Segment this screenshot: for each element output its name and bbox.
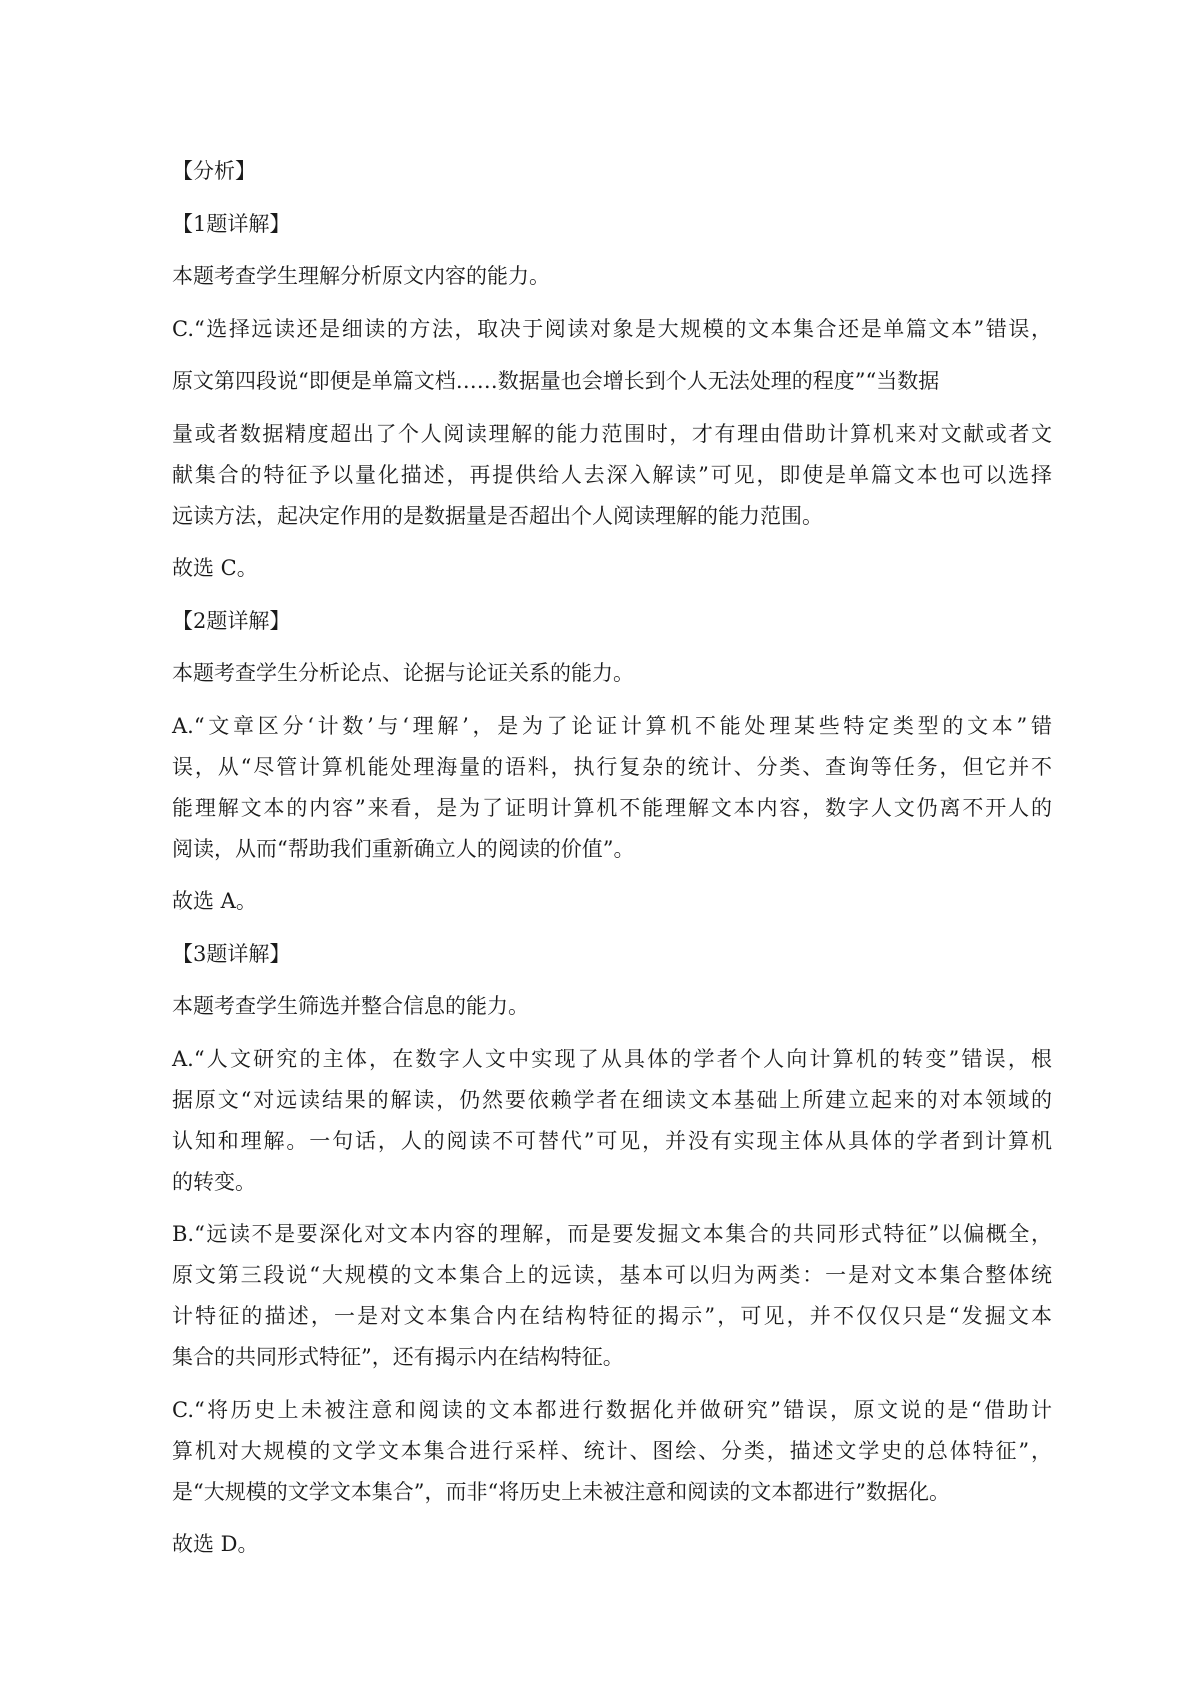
- paragraph-gap: [172, 402, 1052, 414]
- paragraph-gap: [172, 1203, 1052, 1215]
- text-line: 原文第三段说“大规模的文本集合上的远读，基本可以归为两类：一是对文本集合整体统: [172, 1263, 1052, 1287]
- paragraph-gap: [172, 975, 1052, 987]
- text-line: A.“人文研究的主体，在数字人文中实现了从具体的学者个人向计算机的转变”错误，根: [172, 1046, 1052, 1071]
- paragraph-gap: [172, 537, 1052, 549]
- paragraph-gap: [172, 589, 1052, 601]
- text-line: B.“远读不是要深化对文本内容的理解，而是要发掘文本集合的共同形式特征”以偏概全，: [172, 1222, 1052, 1246]
- text-line: 量或者数据精度超出了个人阅读理解的能力范围时，才有理由借助计算机来对文献或者文: [172, 421, 1052, 446]
- text-line: 【2题详解】: [172, 608, 291, 633]
- paragraph-gap: [172, 350, 1052, 362]
- paragraph-gap: [172, 642, 1052, 654]
- text-line: 本题考查学生分析论点、论据与论证关系的能力。: [172, 661, 634, 685]
- text-line: C.“将历史上未被注意和阅读的文本都进行数据化并做研究”错误，原文说的是“借助计: [172, 1397, 1052, 1422]
- text-line: 集合的共同形式特征”，还有揭示内在结构特征。: [172, 1345, 624, 1369]
- document-body: [172, 151, 1052, 1565]
- text-line: 认知和理解。一句话，人的阅读不可替代”可见，并没有实现主体从具体的学者到计算机: [172, 1128, 1052, 1153]
- text-line: 故选 A。: [172, 889, 257, 913]
- text-line: 远读方法，起决定作用的是数据量是否超出个人阅读理解的能力范围。: [172, 503, 823, 528]
- paragraph-gap: [172, 694, 1052, 706]
- paragraph-gap: [172, 1513, 1052, 1525]
- text-line: 故选 D。: [172, 1532, 259, 1556]
- text-line: 原文第四段说“即便是单篇文档……数据量也会增长到个人无法处理的程度”“当数据: [172, 369, 940, 393]
- text-line: A.“文章区分‘计数’与‘理解’，是为了论证计算机不能处理某些特定类型的文本”错: [172, 713, 1052, 738]
- text-line: 【1题详解】: [172, 211, 291, 236]
- text-line: 能理解文本的内容”来看，是为了证明计算机不能理解文本内容，数字人文仍离不开人的: [172, 795, 1052, 820]
- paragraph-gap: [172, 245, 1052, 257]
- text-line: 故选 C。: [172, 556, 258, 580]
- text-line: C.“选择远读还是细读的方法，取决于阅读对象是大规模的文本集合还是单篇文本”错误，: [172, 316, 1052, 341]
- paragraph-gap: [172, 870, 1052, 882]
- text-line: 本题考查学生筛选并整合信息的能力。: [172, 994, 529, 1018]
- text-line: 本题考查学生理解分析原文内容的能力。: [172, 264, 550, 288]
- paragraph-gap: [172, 1378, 1052, 1390]
- text-line: 阅读，从而“帮助我们重新确立人的阅读的价值”。: [172, 836, 635, 861]
- text-line: 【分析】: [172, 159, 256, 183]
- text-line: 的转变。: [172, 1169, 256, 1194]
- paragraph-gap: [172, 922, 1052, 934]
- text-line: 【3题详解】: [172, 941, 291, 966]
- text-line: 是“大规模的文学文本集合”，而非“将历史上未被注意和阅读的文本都进行”数据化。: [172, 1479, 950, 1504]
- text-line: 据原文“对远读结果的解读，仍然要依赖学者在细读文本基础上所建立起来的对本领域的: [172, 1087, 1052, 1112]
- text-line: 献集合的特征予以量化描述，再提供给人去深入解读”可见，即使是单篇文本也可以选择: [172, 462, 1052, 487]
- paragraph-gap: [172, 297, 1052, 309]
- paragraph-gap: [172, 192, 1052, 204]
- text-line: 计特征的描述，一是对文本集合内在结构特征的揭示”，可见，并不仅仅只是“发掘文本: [172, 1304, 1052, 1328]
- text-line: 误，从“尽管计算机能处理海量的语料，执行复杂的统计、分类、查询等任务，但它并不: [172, 754, 1052, 779]
- text-line: 算机对大规模的文学文本集合进行采样、统计、图绘、分类，描述文学史的总体特征”，: [172, 1438, 1052, 1463]
- paragraph-gap: [172, 1027, 1052, 1039]
